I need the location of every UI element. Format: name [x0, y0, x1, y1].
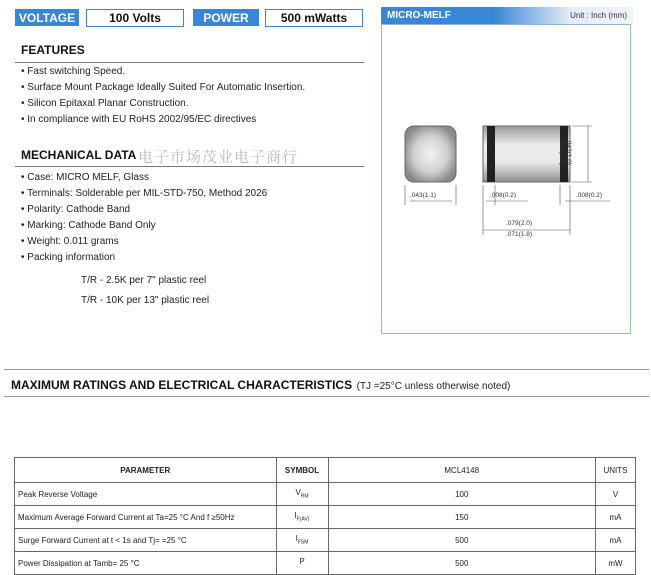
col-symbol: SYMBOL — [276, 458, 328, 483]
row-parameter: Peak Reverse Voltage — [15, 483, 277, 506]
table-row — [15, 529, 636, 552]
row-parameter: Power Dissipation at Tamb= 25 °C — [15, 552, 277, 575]
mechanical-item: • Packing information — [21, 252, 116, 263]
row-symbol: $V_{RM}$ — [276, 483, 328, 506]
mechanical-title: MECHANICAL DATA — [21, 148, 137, 162]
row-parameter: Maximum Average Forward Current at Ta=25 °C And f ≥50Hz — [15, 506, 277, 529]
features-divider — [15, 62, 364, 63]
dim-end-width: .043(1.1) — [410, 192, 437, 199]
col-parameter: PARAMETER — [15, 458, 277, 483]
packing-item: T/R - 10K per 13" plastic reel — [81, 295, 210, 306]
col-units: UNITS — [595, 458, 635, 483]
end-face-view — [405, 126, 456, 182]
watermark: 电子市场茂业电子商行 — [138, 149, 299, 166]
features-list — [21, 64, 305, 128]
feature-item: • Fast switching Speed. — [21, 66, 126, 77]
row-symbol: $I_{F(AV)}$ — [276, 506, 328, 529]
body-side-view — [483, 126, 570, 182]
package-drawing-box — [381, 24, 631, 334]
ratings-top-divider — [4, 369, 649, 370]
voltage-label: VOLTAGE — [15, 9, 79, 26]
ratings-note: (TJ =25°C unless otherwise noted) — [356, 381, 511, 392]
dim-total-min: .071(1.8) — [506, 231, 533, 238]
row-value: 100 — [328, 483, 595, 506]
table-header-row — [15, 458, 636, 483]
packing-item: T/R - 2.5K per 7" plastic reel — [81, 275, 207, 286]
mechanical-item: • Case: MICRO MELF, Glass — [21, 172, 149, 183]
features-title: FEATURES — [21, 43, 85, 57]
packing-list — [81, 271, 209, 311]
dim-band-right: .008(0.2) — [576, 192, 603, 199]
row-value: 150 — [328, 506, 595, 529]
mechanical-divider — [15, 166, 364, 167]
package-title: MICRO-MELF — [387, 10, 451, 21]
package-header — [381, 7, 633, 24]
row-parameter: Surge Forward Current at t < 1s and Tj= =25 °C — [15, 529, 277, 552]
dim-total-max: .079(2.0) — [506, 220, 533, 227]
row-symbol: $I_{FSM}$ — [276, 529, 328, 552]
voltage-value: 100 Volts — [86, 9, 184, 27]
row-unit: V — [595, 483, 635, 506]
dim-band-left: .008(0.2) — [490, 192, 517, 199]
power-value: 500 mWatts — [265, 9, 363, 27]
unit-label: Unit : Inch (mm) — [570, 11, 627, 20]
col-part: MCL4148 — [328, 458, 595, 483]
power-label: POWER — [193, 9, 259, 26]
cathode-band — [487, 126, 495, 182]
mechanical-item: • Weight: 0.011 grams — [21, 236, 119, 247]
row-symbol: P — [276, 552, 328, 575]
dim-diameter: .043(1.0) .059(1.5) — [558, 139, 572, 166]
mechanical-item: • Marking: Cathode Band Only — [21, 220, 156, 231]
mechanical-item: • Polarity: Cathode Band — [21, 204, 131, 215]
feature-item: • Surface Mount Package Ideally Suited For Automatic Insertion. — [21, 82, 306, 93]
feature-item: • In compliance with EU RoHS 2002/95/EC directives — [21, 114, 257, 125]
package-drawing — [382, 25, 630, 333]
mechanical-list — [21, 170, 267, 266]
ratings-table — [14, 457, 636, 575]
row-value: 500 — [328, 529, 595, 552]
table-row — [15, 506, 636, 529]
ratings-bottom-divider — [4, 396, 649, 397]
mechanical-item: • Terminals: Solderable per MIL-STD-750, Method 2026 — [21, 188, 268, 199]
table-row — [15, 483, 636, 506]
row-value: 500 — [328, 552, 595, 575]
row-unit: mA — [595, 506, 635, 529]
ratings-heading — [11, 376, 510, 394]
row-unit: mW — [595, 552, 635, 575]
feature-item: • Silicon Epitaxal Planar Construction. — [21, 98, 189, 109]
table-row — [15, 552, 636, 575]
ratings-title: MAXIMUM RATINGS AND ELECTRICAL CHARACTERISTICS — [11, 378, 353, 392]
row-unit: mA — [595, 529, 635, 552]
